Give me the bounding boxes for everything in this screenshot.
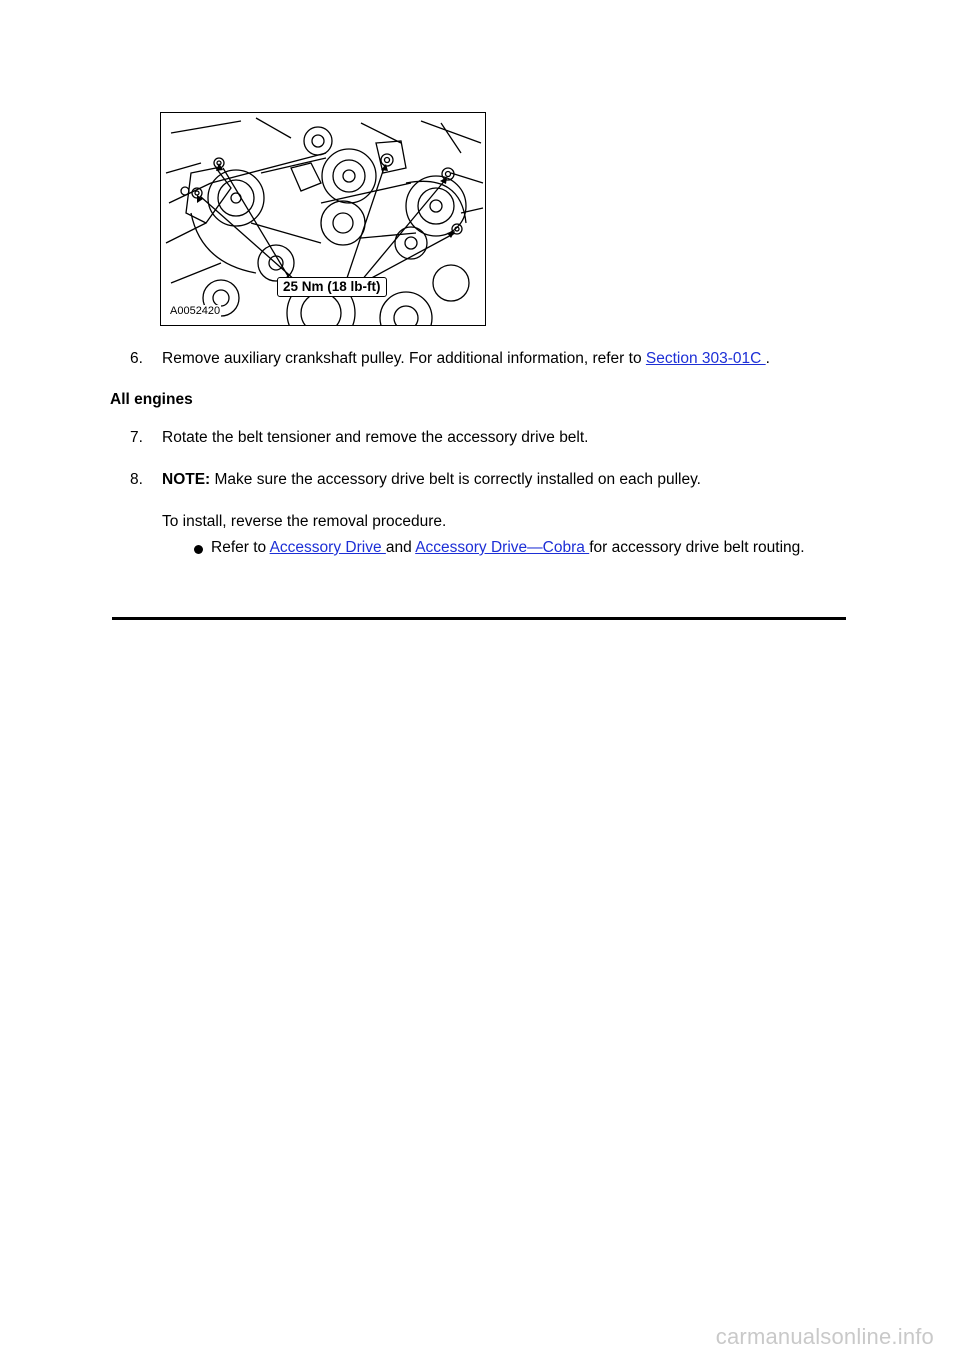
bullet-text bbox=[211, 538, 805, 558]
accessory-drive-cobra-link[interactable]: Accessory Drive—Cobra bbox=[415, 539, 590, 556]
note-label: NOTE: bbox=[162, 471, 211, 488]
bullet-prefix: Refer to bbox=[211, 539, 270, 556]
section-303-01c-link[interactable]: Section 303-01C bbox=[645, 350, 766, 367]
step-6-text: Remove auxiliary crankshaft pulley. For additional information, refer to bbox=[162, 350, 646, 367]
step-6-period: . bbox=[765, 350, 770, 367]
install-instruction: To install, reverse the removal procedure. bbox=[162, 513, 447, 530]
note-text: Make sure the accessory drive belt is correctly installed on each pulley. bbox=[210, 471, 701, 488]
bullet-icon bbox=[194, 545, 203, 554]
step-7 bbox=[130, 428, 850, 448]
step-6 bbox=[130, 349, 850, 369]
step-8 bbox=[130, 470, 850, 490]
step-number: 7. bbox=[130, 429, 143, 446]
figure-code: A0052420 bbox=[170, 305, 221, 317]
step-text: Rotate the belt tensioner and remove the accessory drive belt. bbox=[162, 429, 589, 446]
step-text bbox=[162, 349, 770, 369]
step-number: 6. bbox=[130, 350, 143, 367]
engine-diagram-figure bbox=[160, 112, 486, 326]
bullet-suffix: for accessory drive belt routing. bbox=[589, 539, 805, 556]
step-number: 8. bbox=[130, 471, 143, 488]
bullet-middle: and bbox=[385, 539, 416, 556]
step-note bbox=[162, 470, 701, 490]
bullet-item bbox=[194, 538, 854, 558]
torque-callout-label: 25 Nm (18 lb-ft) bbox=[277, 277, 387, 297]
accessory-drive-link[interactable]: Accessory Drive bbox=[269, 539, 386, 556]
watermark: carmanualsonline.info bbox=[715, 1324, 934, 1349]
section-divider bbox=[112, 617, 846, 620]
all-engines-heading: All engines bbox=[110, 391, 193, 408]
